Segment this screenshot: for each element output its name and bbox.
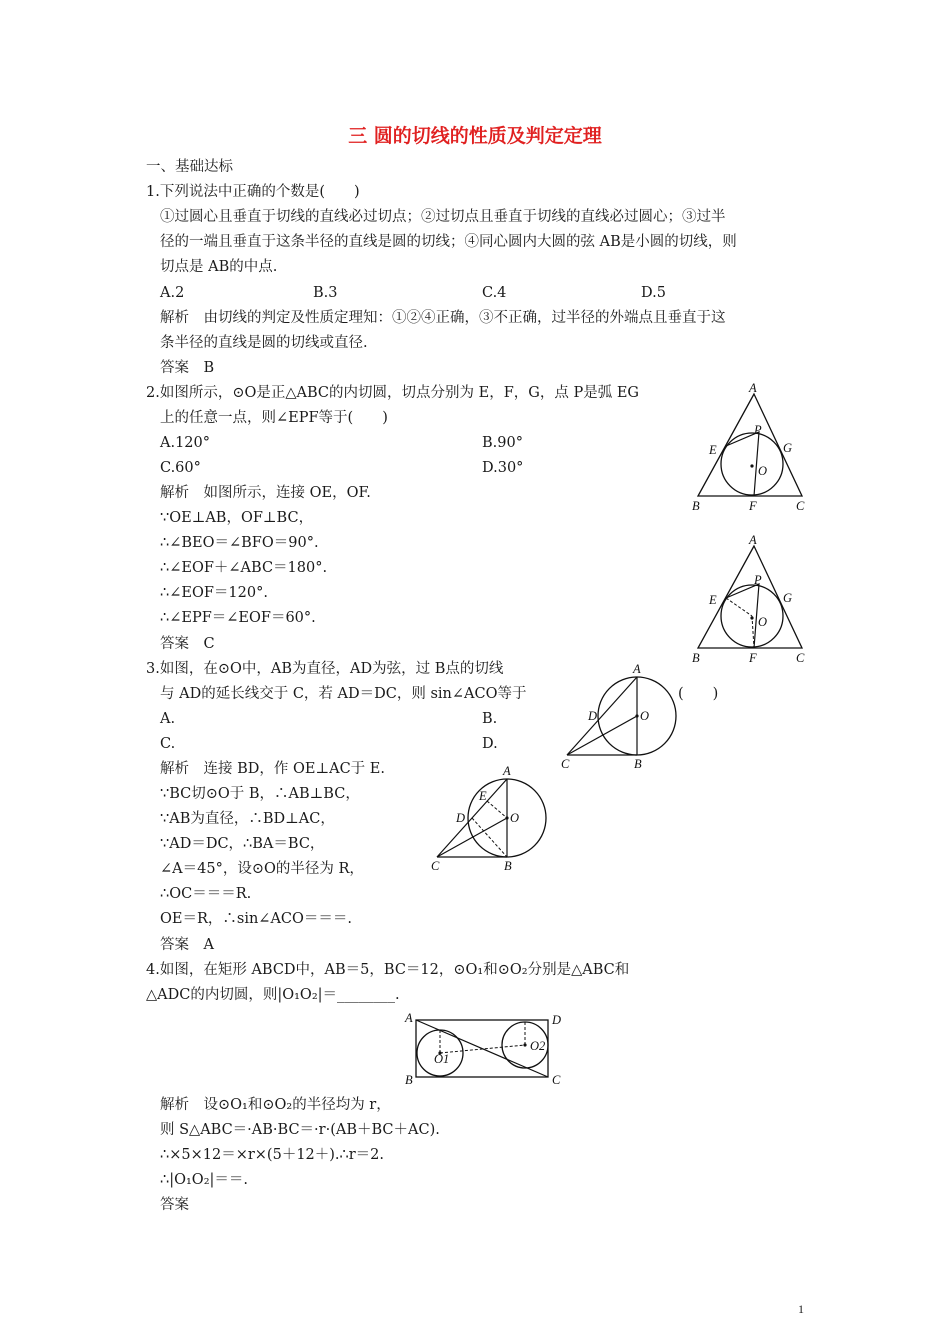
q1-option-b: B.3 <box>313 285 338 301</box>
q2-analysis-line: ∴∠EOF＝120°. <box>160 585 268 601</box>
q4-stem-line: 4.如图，在矩形 ABCD中，AB＝5，BC＝12，⊙O₁和⊙O₂分别是△ABC和 <box>146 962 630 978</box>
q4-figure-rectangle-incircles <box>400 1010 570 1090</box>
q3-answer: 答案 A <box>160 937 214 953</box>
q4-analysis-line: ∴×5×12＝×r×(5＋12＋).∴r＝2. <box>160 1147 385 1163</box>
q3-fig2-label-o: O <box>510 811 520 825</box>
q3-analysis-line: ∵BC切⊙O于 B，∴AB⊥BC， <box>160 786 360 802</box>
section-heading: 一、基础达标 <box>146 159 233 175</box>
q2-stem-line: 上的任意一点，则∠EPF等于( ) <box>160 410 388 426</box>
q2-analysis-line: ∵OE⊥AB，OF⊥BC， <box>160 510 314 526</box>
q2-fig-label-c: C <box>796 499 805 513</box>
q2-fig2-label-o: O <box>758 615 768 629</box>
q3-analysis-line: 解析 连接 BD，作 OE⊥AC于 E. <box>160 761 385 777</box>
q2-analysis-line: 解析 如图所示，连接 OE，OF. <box>160 485 371 501</box>
page-title: 三 圆的切线的性质及判定定理 <box>348 125 602 147</box>
q3-option-c: C. <box>160 736 176 752</box>
q4-fig-label-c: C <box>552 1073 561 1087</box>
q4-fig-label-a: A <box>405 1011 413 1025</box>
q1-option-a: A.2 <box>160 285 185 301</box>
q2-fig2-label-f: F <box>749 651 757 665</box>
q3-figure-solution <box>425 762 550 877</box>
q2-fig2-label-c: C <box>796 651 805 665</box>
q3-fig-label-d: D <box>588 709 598 723</box>
q2-option-b: B.90° <box>482 435 523 451</box>
q1-body-line: 径的一端且垂直于这条半径的直线是圆的切线；④同心圆内大圆的弦 AB是小圆的切线，则 <box>160 234 737 250</box>
q1-option-d: D.5 <box>641 285 666 301</box>
q3-figure-circle-tangent <box>555 660 680 775</box>
q4-stem-line: △ADC的内切圆，则|O₁O₂|＝________. <box>146 987 400 1003</box>
q1-analysis-line: 解析 由切线的判定及性质定理知：①②④正确，③不正确，过半径的外端点且垂直于这 <box>160 310 726 326</box>
q3-option-d: D. <box>482 736 498 752</box>
q4-fig-label-o2 <box>530 1039 545 1053</box>
q4-answer: 答案 <box>160 1197 189 1213</box>
q2-analysis-line: ∴∠EOF＋∠ABC＝180°. <box>160 560 328 576</box>
q4-fig-label-b: B <box>405 1073 413 1087</box>
q4-analysis-line: 则 S△ABC＝·AB·BC＝·r·(AB＋BC＋AC). <box>160 1122 440 1138</box>
q2-option-a: A.120° <box>160 435 211 451</box>
q3-fig-label-b: B <box>634 757 642 771</box>
q3-fig2-label-a: A <box>503 764 511 778</box>
q3-fig-label-o: O <box>640 709 650 723</box>
q1-answer: 答案 B <box>160 360 215 376</box>
q3-analysis-line: ∵AB为直径，∴BD⊥AC， <box>160 811 335 827</box>
q3-stem-line: 3.如图，在⊙O中，AB为直径，AD为弦，过 B点的切线 <box>146 661 504 677</box>
q2-fig2-label-e: E <box>709 593 717 607</box>
q2-figure-with-radii <box>690 532 815 667</box>
q2-fig2-label-g: G <box>783 591 793 605</box>
q2-fig-label-f: F <box>749 499 757 513</box>
q3-fig-label-a: A <box>633 662 641 676</box>
q2-stem-line: 2.如图所示，⊙O是正△ABC的内切圆，切点分别为 E，F，G，点 P是弧 EG <box>146 385 639 401</box>
q2-fig2-label-b: B <box>692 651 700 665</box>
q3-fig2-label-e: E <box>479 789 487 803</box>
q3-fig2-label-c: C <box>431 859 440 873</box>
q2-figure-triangle-incircle <box>690 380 815 515</box>
q2-answer: 答案 C <box>160 636 215 652</box>
q3-analysis-line: ∠A＝45°，设⊙O的半径为 R， <box>160 861 364 877</box>
q4-analysis-line: 解析 设⊙O₁和⊙O₂的半径均为 r， <box>160 1097 391 1113</box>
q2-analysis-line: ∴∠BEO＝∠BFO＝90°. <box>160 535 319 551</box>
q3-option-b: B. <box>482 711 498 727</box>
q3-stem-line: 与 AD的延长线交于 C，若 AD＝DC，则 sin∠ACO等于 <box>160 686 527 702</box>
page-number: 1 <box>798 1302 804 1316</box>
q2-fig2-label-a: A <box>749 533 757 547</box>
q4-fig-o1-letter: O1 <box>434 1052 450 1066</box>
q1-analysis-line: 条半径的直线是圆的切线或直径. <box>160 335 368 351</box>
q4-analysis-line: ∴|O₁O₂|＝＝. <box>160 1172 249 1188</box>
q3-analysis-line: ∴OC＝＝＝R. <box>160 886 252 902</box>
q3-option-a: A. <box>160 711 176 727</box>
q3-fig-label-c: C <box>561 757 570 771</box>
q1-stem: 1.下列说法中正确的个数是( ) <box>146 184 360 200</box>
q1-option-c: C.4 <box>482 285 507 301</box>
q2-fig-label-o: O <box>758 464 768 478</box>
q3-analysis-line: OE＝R，∴sin∠ACO＝＝＝. <box>160 911 353 927</box>
q2-fig-label-g: G <box>783 441 793 455</box>
q3-fig2-label-b: B <box>504 859 512 873</box>
q3-answer-paren: ( ) <box>678 686 719 702</box>
q2-fig2-label-p: P <box>754 573 762 587</box>
q4-fig-o2-letter: O2 <box>530 1039 546 1053</box>
q4-fig-label-d: D <box>552 1013 562 1027</box>
q3-analysis-line: ∵AD＝DC，∴BA＝BC， <box>160 836 325 852</box>
q2-analysis-line: ∴∠EPF＝∠EOF＝60°. <box>160 610 316 626</box>
q2-fig-label-p: P <box>754 423 762 437</box>
q2-option-d: D.30° <box>482 460 524 476</box>
q2-fig-label-e: E <box>709 443 717 457</box>
q2-fig-label-a: A <box>749 381 757 395</box>
q2-option-c: C.60° <box>160 460 201 476</box>
q1-body-line: ①过圆心且垂直于切线的直线必过切点；②过切点且垂直于切线的直线必过圆心；③过半 <box>160 209 726 225</box>
q2-fig-label-b: B <box>692 499 700 513</box>
q4-fig-label-o1 <box>434 1052 449 1066</box>
q3-fig2-label-d: D <box>456 811 466 825</box>
q1-body-line: 切点是 AB的中点. <box>160 259 278 275</box>
